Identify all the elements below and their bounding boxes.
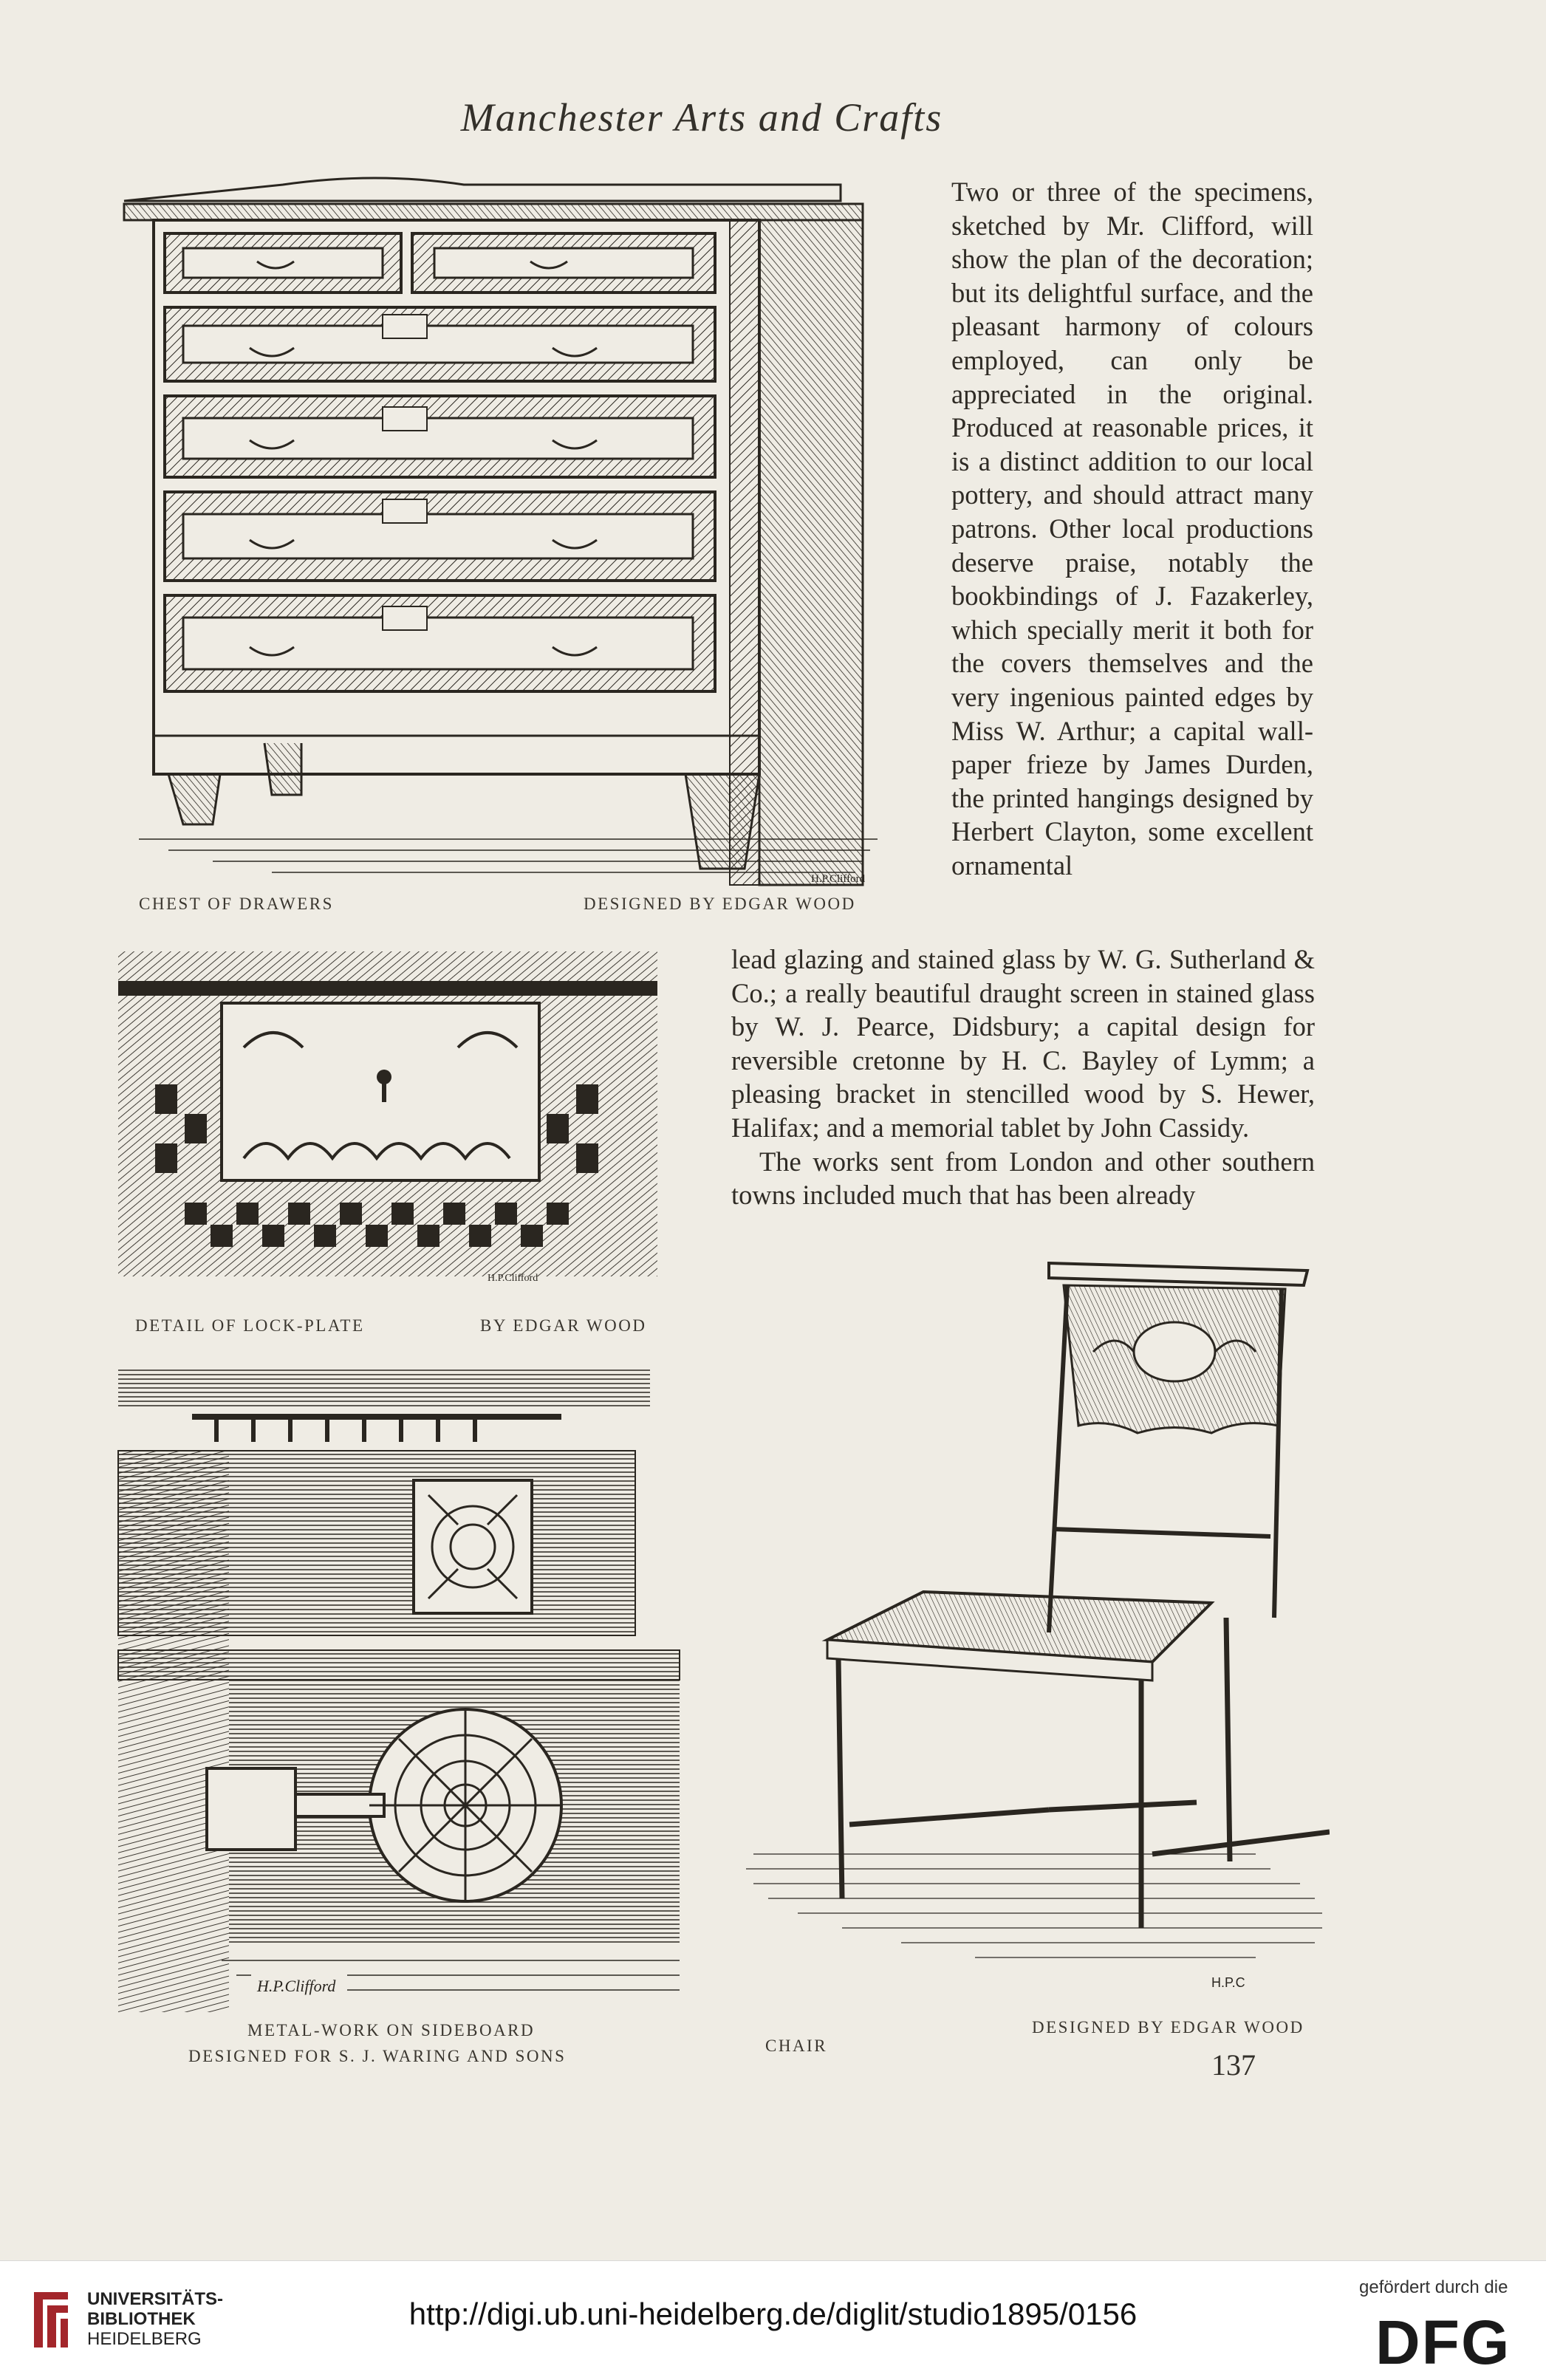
chest-of-drawers-illustration (80, 174, 892, 891)
source-url-link[interactable]: http://digi.ub.uni-heidelberg.de/diglit/studio1895/0156 (408, 2297, 1138, 2331)
lock-plate-illustration (96, 937, 672, 1306)
article-paragraph-1-part-b: lead glazing and stained glass by W. G. Sutherland & Co.; a really beautiful draught screen in stained glass by W. J. Pearce, Didsbury; a capital design for reversible cretonne by H. C. Bayley of Lymm; a pleasing bracket in stencilled wood by S. Hewer, Halifax; and a memorial tablet by John Cassidy. (731, 944, 1315, 1143)
footer-bar (0, 2260, 1546, 2380)
lockplate-caption-left: DETAIL OF LOCK-PLATE (135, 1316, 365, 1335)
running-title: Manchester Arts and Crafts (460, 95, 943, 140)
library-line-2: BIBLIOTHEK (87, 2309, 196, 2329)
chest-caption-left: CHEST OF DRAWERS (139, 895, 334, 913)
chair-signature: H.P.C (1211, 1975, 1245, 1990)
sideboard-signature: H.P.Clifford (257, 1977, 336, 1995)
library-line-3: HEIDELBERG (87, 2329, 202, 2349)
article-paragraph-2: The works sent from London and other southern towns included much that has been already (731, 1146, 1315, 1211)
lockplate-caption-right: BY EDGAR WOOD (480, 1316, 647, 1335)
sideboard-metalwork-illustration (103, 1355, 694, 2020)
library-line-1: UNIVERSITÄTS- (87, 2289, 224, 2309)
chest-caption-right: DESIGNED BY EDGAR WOOD (584, 895, 856, 913)
lockplate-signature: H.P.Clifford (488, 1273, 538, 1284)
chair-caption-right: DESIGNED BY EDGAR WOOD (1032, 2018, 1304, 2037)
article-column-wide (731, 943, 1315, 1212)
article-paragraph-1-part-a: Two or three of the specimens, sketched by Mr. Clifford, will show the plan of the decoration; but its delightful surface, and the pleasant harmony of colours employed, can only be appreciated in the original. Produced at reasonable prices, it is a distinct addition to our local pottery, and should attract many patrons. Other local productions deserve praise, notably the bookbindings of J. Fazakerley, which specially merit it both for the covers themselves and the very ingenious painted edges by Miss W. Arthur; a capital wall-paper frieze by James Durden, the printed hangings designed by Herbert Clayton, some excellent ornamental (951, 177, 1313, 880)
article-column-top (951, 175, 1313, 882)
page-number: 137 (1211, 2048, 1256, 2082)
chair-caption-left: CHAIR (765, 2037, 828, 2055)
chest-signature: H.P.Clifford (811, 873, 866, 885)
dfg-logo: DFG (1375, 2308, 1511, 2377)
sideboard-caption-line2: DESIGNED FOR S. J. WARING AND SONS (188, 2047, 567, 2065)
sideboard-caption-line1: METAL-WORK ON SIDEBOARD (247, 2021, 536, 2039)
funder-label: gefördert durch die (1359, 2277, 1508, 2297)
chair-illustration (739, 1248, 1330, 2024)
